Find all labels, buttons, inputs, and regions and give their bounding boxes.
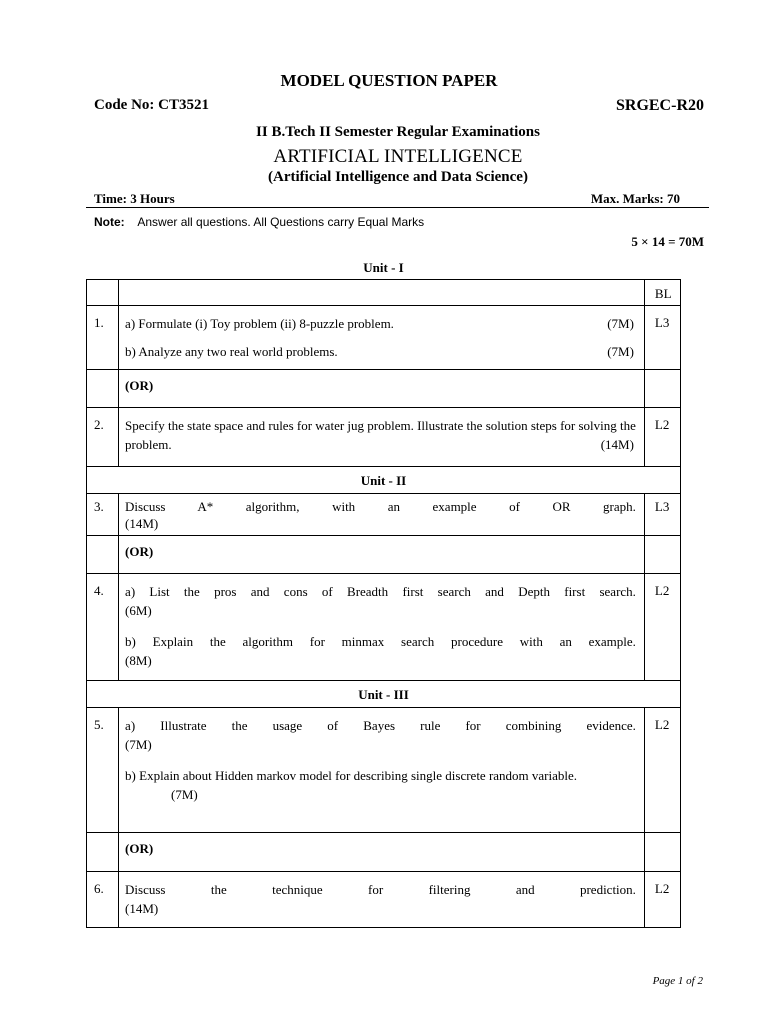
- question-number: 6.: [87, 872, 119, 928]
- bloom-level: L2: [644, 708, 680, 833]
- exam-name: II B.Tech II Semester Regular Examinations: [256, 124, 540, 140]
- note-label: Note:: [94, 215, 125, 229]
- question-part: [125, 582, 636, 620]
- question-row-5: [87, 708, 681, 833]
- question-text: [119, 708, 645, 833]
- question-part: [125, 716, 636, 754]
- question-number: 4.: [87, 574, 119, 681]
- question-part: [125, 632, 636, 670]
- or-label: (OR): [119, 370, 645, 408]
- question-text: [119, 306, 645, 370]
- branch-name: (Artificial Intelligence and Data Science): [268, 169, 528, 185]
- header-cell-question: [119, 280, 645, 306]
- marks-formula: 5 × 14 = 70M: [631, 234, 704, 249]
- question-number: 5.: [87, 708, 119, 833]
- question-text: [119, 872, 645, 928]
- exam-duration: Time: 3 Hours: [94, 191, 175, 206]
- page-title: MODEL QUESTION PAPER: [280, 71, 498, 90]
- question-part: [125, 416, 636, 454]
- unit-heading-3: Unit - III: [87, 681, 681, 708]
- part-text: b) Explain about Hidden markov model for describing single discrete random variable.: [125, 768, 578, 783]
- max-marks: Max. Marks: 70: [590, 191, 680, 206]
- part-text: a) Formulate (i) Toy problem (ii) 8-puzzle problem.: [125, 316, 394, 331]
- or-row: [87, 833, 681, 872]
- part-marks: (7M): [171, 787, 198, 802]
- unit-row-2: [87, 467, 681, 494]
- question-row-6: [87, 872, 681, 928]
- header-divider: [86, 207, 709, 208]
- part-text: b) Explain the algorithm for minmax search procedure with an example.: [125, 634, 636, 649]
- part-text: a) List the pros and cons of Breadth first search and Depth first search.: [125, 584, 636, 599]
- question-part: [125, 342, 636, 361]
- or-row: [87, 370, 681, 408]
- unit-row-3: [87, 681, 681, 708]
- question-text: [119, 494, 645, 536]
- question-text: [119, 574, 645, 681]
- question-row-4: [87, 574, 681, 681]
- bloom-level: L3: [644, 306, 680, 370]
- course-code: Code No: CT3521: [94, 97, 209, 113]
- part-marks: (6M): [125, 603, 152, 618]
- table-header-row: [87, 280, 681, 306]
- bl-header: BL: [644, 280, 680, 306]
- part-marks: (14M): [600, 437, 634, 452]
- part-text: Discuss A* algorithm, with an example of OR graph.: [125, 499, 636, 514]
- or-label: (OR): [119, 833, 645, 872]
- regulation-code: SRGEC-R20: [615, 97, 704, 114]
- question-row-2: [87, 408, 681, 467]
- bloom-level: L2: [644, 574, 680, 681]
- bloom-level: L2: [644, 408, 680, 467]
- questions-table: [86, 279, 681, 928]
- or-row: [87, 536, 681, 574]
- question-number: 1.: [87, 306, 119, 370]
- header-cell-no: [87, 280, 119, 306]
- question-text: [119, 408, 645, 467]
- part-text: a) Illustrate the usage of Bayes rule for combining evidence.: [125, 718, 636, 733]
- question-part: [125, 498, 636, 532]
- part-marks: (14M): [125, 516, 159, 531]
- unit-heading-1: Unit - I: [363, 260, 404, 275]
- note-text: Answer all questions. All Questions carry Equal Marks: [137, 215, 425, 229]
- code-row: [94, 97, 704, 117]
- bloom-level: L2: [644, 872, 680, 928]
- question-part: [125, 314, 636, 333]
- part-marks: (7M): [607, 344, 634, 359]
- part-text: Discuss the technique for filtering and prediction.: [125, 882, 636, 897]
- page-number: Page 1 of 2: [652, 975, 703, 987]
- part-text: b) Analyze any two real world problems.: [125, 344, 338, 359]
- subject-name: ARTIFICIAL INTELLIGENCE: [273, 146, 523, 167]
- part-marks: (7M): [607, 316, 634, 331]
- question-row-3: [87, 494, 681, 536]
- question-row-1: [87, 306, 681, 370]
- or-label: (OR): [119, 536, 645, 574]
- bloom-level: L3: [644, 494, 680, 536]
- question-number: 2.: [87, 408, 119, 467]
- unit-heading-2: Unit - II: [87, 467, 681, 494]
- part-text: Specify the state space and rules for water jug problem. Illustrate the solution steps for solving the problem.: [125, 418, 636, 452]
- question-number: 3.: [87, 494, 119, 536]
- question-part: [125, 766, 636, 804]
- part-marks: (8M): [125, 653, 152, 668]
- instructions-note: [94, 215, 424, 229]
- part-marks: (14M): [125, 901, 159, 916]
- question-part: [125, 880, 636, 918]
- part-marks: (7M): [125, 737, 152, 752]
